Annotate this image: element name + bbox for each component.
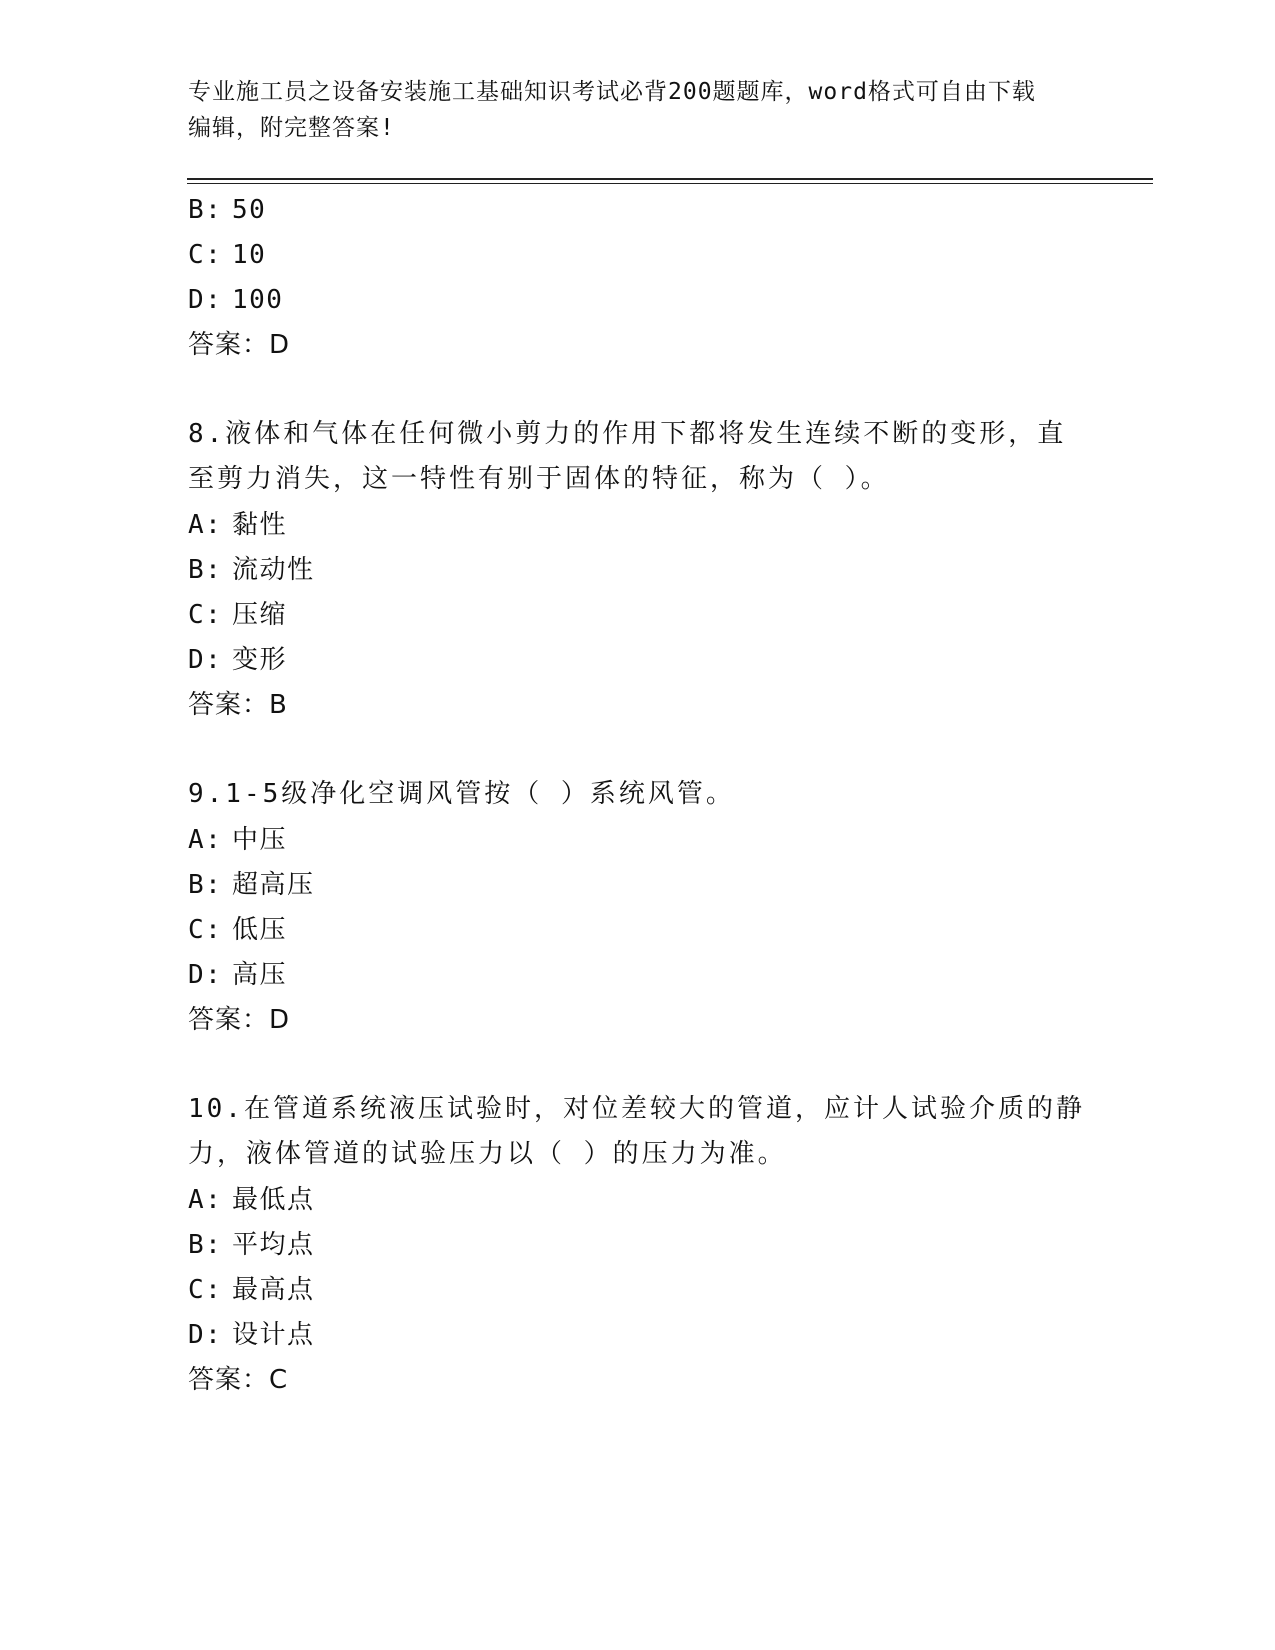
option-text: 100 [232,285,284,315]
option-letter: B: [188,1230,223,1260]
option-letter: B: [188,555,223,585]
option-text: 变形 [232,645,288,675]
option-text: 50 [232,195,267,225]
option-d [188,959,287,991]
option-b [188,554,315,586]
option-a [188,824,287,856]
option-b [188,194,266,226]
option-letter: D: [188,285,223,315]
option-c [188,599,287,631]
question-text: 8.液体和气体在任何微小剪力的作用下都将发生连续不断的变形，直至剪力消失，这一特性有别于固体的特征，称为（ ）。 [188,419,1067,494]
option-letter: A: [188,510,223,540]
option-letter: D: [188,1320,223,1350]
option-letter: C: [188,600,223,630]
question-text: 9.1-5级净化空调风管按（ ）系统风管。 [188,779,735,809]
option-text: 10 [232,240,267,270]
document-header [188,74,1088,146]
header-divider-thin [187,183,1153,184]
option-c [188,239,266,271]
question-text: 10.在管道系统液压试验时，对位差较大的管道，应计人试验介质的静力，液体管道的试验压力以（ ）的压力为准。 [188,1094,1085,1169]
option-text: 低压 [232,915,288,945]
option-letter: B: [188,195,223,225]
option-letter: A: [188,825,223,855]
answer-label: 答案：D [188,330,291,360]
option-b [188,1229,315,1261]
option-text: 压缩 [232,600,288,630]
header-title-line-1: 专业施工员之设备安装施工基础知识考试必背200题题库，word格式可自由下载 [188,79,1036,105]
option-text: 设计点 [232,1320,315,1350]
option-letter: D: [188,960,223,990]
answer-label: 答案：D [188,1005,291,1035]
option-text: 最高点 [232,1275,315,1305]
option-letter: B: [188,870,223,900]
option-text: 超高压 [232,870,315,900]
option-d [188,644,287,676]
header-divider [187,178,1153,180]
option-c [188,914,287,946]
header-title-line-2: 编辑，附完整答案! [188,115,395,141]
answer-label: 答案：B [188,690,288,720]
answer-label: 答案：C [188,1365,289,1395]
option-letter: C: [188,240,223,270]
option-text: 平均点 [232,1230,315,1260]
option-text: 高压 [232,960,288,990]
option-letter: A: [188,1185,223,1215]
option-a [188,1184,315,1216]
option-b [188,869,315,901]
option-d [188,284,283,316]
option-letter: D: [188,645,223,675]
option-letter: C: [188,915,223,945]
option-text: 流动性 [232,555,315,585]
option-a [188,509,287,541]
option-text: 中压 [232,825,288,855]
option-letter: C: [188,1275,223,1305]
option-text: 黏性 [232,510,288,540]
option-d [188,1319,315,1351]
option-text: 最低点 [232,1185,315,1215]
option-c [188,1274,315,1306]
